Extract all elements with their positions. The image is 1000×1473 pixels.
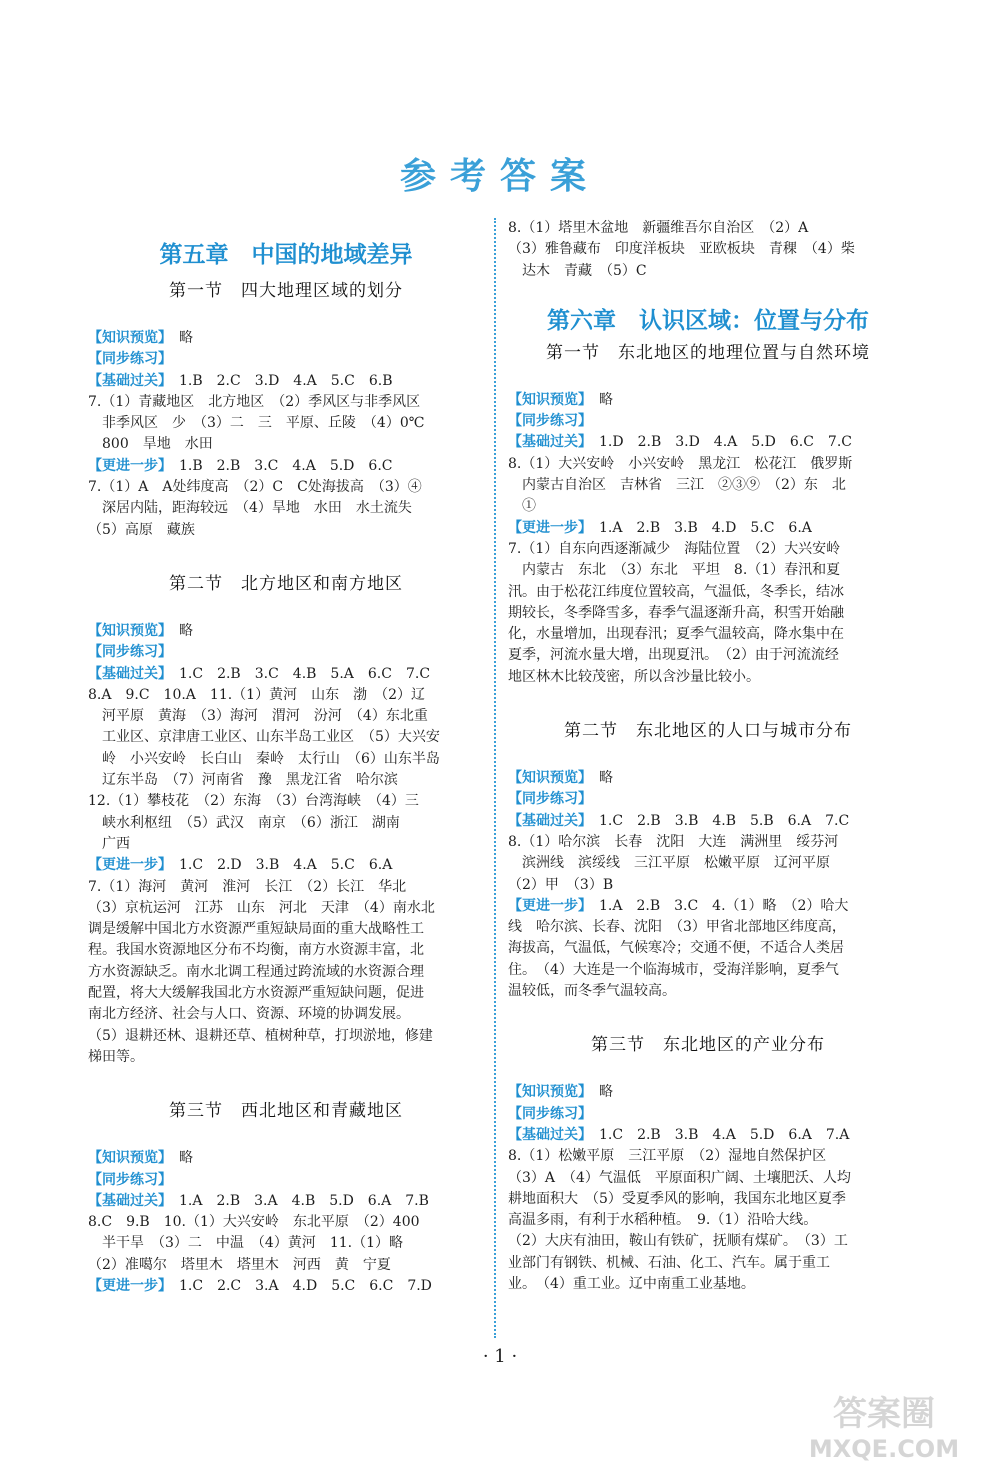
tag-label: 【知识预览】 <box>88 622 165 639</box>
answer-line: 7.（1）自东向西逐渐减少 海陆位置 （2）大兴安岭 <box>508 540 841 557</box>
answer-line: 工业区、京津唐工业区、山东半岛工业区 （5）大兴安 <box>88 729 440 746</box>
answer-line: 峡水利枢纽 （5）武汉 南京 （6）浙江 湖南 <box>88 814 400 831</box>
answer-line <box>508 1104 908 1125</box>
answer-line: 线 哈尔滨、长春、沈阳 （3）甲省北部地区纬度高， <box>508 919 846 936</box>
answer-line <box>508 1125 908 1146</box>
answer-line <box>88 1170 484 1191</box>
page-number: · 1 · <box>482 1346 518 1367</box>
answer-line: 深居内陆，距海较远 （4）旱地 水田 水土流失 <box>88 500 412 517</box>
answer-text: 略 <box>585 1084 613 1101</box>
answer-line: 高温多雨，有利于水稻种植。 9.（1）沿哈大线。 <box>508 1212 818 1229</box>
answer-text: 1.A 2.B 3.A 4.B 5.D 6.A 7.B <box>165 1192 429 1209</box>
answer-line: （3）京杭运河 江苏 山东 河北 天津 （4）南水北 <box>88 899 435 916</box>
left-column <box>88 218 484 1297</box>
answer-line: 地区林木比较茂密，所以含沙量比较小。 <box>508 668 760 685</box>
answer-line: ① <box>508 498 536 515</box>
answer-text: 略 <box>165 330 193 346</box>
answer-text: 1.C 2.C 3.A 4.D 5.C 6.C 7.D <box>165 1277 432 1294</box>
tag-label: 【基础过关】 <box>508 812 585 829</box>
answer-line: 耕地面积大 （5）受夏季风的影响，我国东北地区夏季 <box>508 1190 846 1207</box>
section-title: 第二节 北方地区和南方地区 <box>169 573 403 594</box>
tag-label: 【基础过关】 <box>88 1192 165 1209</box>
answer-line: 8.A 9.C 10.A 11.（1）黄河 山东 渤 （2）辽 <box>88 686 425 703</box>
tag-label: 【同步练习】 <box>508 791 592 808</box>
column-divider <box>494 218 496 1338</box>
answer-line: 8.（1）大兴安岭 小兴安岭 黑龙江 松花江 俄罗斯 <box>508 455 853 472</box>
answer-line: 海拔高，气温低，气候寒冷；交通不便，不适合人类居 <box>508 940 844 957</box>
answer-line: 广西 <box>88 835 130 852</box>
answer-line <box>88 456 484 477</box>
answer-line <box>88 349 484 370</box>
answer-line <box>508 768 908 789</box>
tag-label: 【知识预览】 <box>88 330 165 346</box>
section-title: 第一节 东北地区的地理位置与自然环境 <box>546 342 870 363</box>
watermark-bottom-text: MXQE.COM <box>808 1435 960 1463</box>
answer-text: 1.B 2.C 3.D 4.A 5.C 6.B <box>165 372 393 389</box>
answer-text: 略 <box>585 770 613 787</box>
chapter-6-title: 第六章 认识区域：位置与分布 <box>547 307 869 334</box>
section-title: 第一节 四大地理区域的划分 <box>169 281 403 301</box>
answer-text: 1.D 2.B 3.D 4.A 5.D 6.C 7.C <box>585 434 852 451</box>
answer-text: 1.C 2.D 3.B 4.A 5.C 6.A <box>165 857 393 874</box>
answer-line <box>508 789 908 810</box>
tag-label: 【同步练习】 <box>88 644 172 661</box>
answer-line: 南北方经济、社会与人口、资源、环境的协调发展。 <box>88 1006 410 1023</box>
tag-label: 【同步练习】 <box>88 351 172 368</box>
section-title: 第三节 东北地区的产业分布 <box>591 1035 825 1056</box>
watermark-top-text: 答案圈 <box>833 1394 935 1434</box>
answer-line: 调是缓解中国北方水资源严重短缺局面的重大战略性工 <box>88 921 424 938</box>
tag-label: 【更进一步】 <box>88 1277 165 1294</box>
answer-line <box>88 371 484 392</box>
answer-line: 800 旱地 水田 <box>88 436 213 453</box>
answer-line: 内蒙古自治区 吉林省 三江 ②③⑨ （2）东 北 <box>508 477 846 494</box>
answer-line: 程。我国水资源地区分布不均衡，南方水资源丰富，北 <box>88 942 424 959</box>
answer-text: 1.C 2.B 3.C 4.B 5.A 6.C 7.C <box>165 665 431 682</box>
answer-line: （5）退耕还林、退耕还草、植树种草，打坝淤地，修建 <box>88 1027 433 1044</box>
answer-line: 期较长，冬季降雪多，春季气温逐渐升高，积雪开始融 <box>508 604 844 621</box>
answer-line: （3）雅鲁藏布 印度洋板块 亚欧板块 青稞 （4）柴 <box>508 241 855 258</box>
answer-line: 业部门有钢铁、机械、石油、化工、汽车。属于重工 <box>508 1254 830 1271</box>
tag-label: 【基础过关】 <box>88 372 165 389</box>
tag-label: 【知识预览】 <box>508 770 585 787</box>
answer-text: 1.C 2.B 3.B 4.A 5.D 6.A 7.A <box>585 1126 850 1143</box>
tag-label: 【知识预览】 <box>88 1150 165 1167</box>
answer-line <box>508 811 908 832</box>
answer-line <box>88 1148 484 1169</box>
answer-line: 业。 （4）重工业。辽中南重工业基地。 <box>508 1275 755 1292</box>
answer-line: 达木 青藏 （5）C <box>508 262 647 279</box>
answer-line: （2）大庆有油田，鞍山有铁矿，抚顺有煤矿。 （3）工 <box>508 1233 848 1250</box>
answer-line: 7.（1）A A处纬度高 （2）C C处海拔高 （3）④ <box>88 479 422 496</box>
answer-line <box>88 1276 484 1297</box>
answer-text: 1.A 2.B 3.B 4.D 5.C 6.A <box>585 519 812 536</box>
answer-line: 内蒙古 东北 （3）东北 平坦 8.（1）春汛和夏 <box>508 562 841 579</box>
answer-line <box>88 855 484 876</box>
answer-line <box>508 390 908 411</box>
answer-text: 略 <box>165 622 193 639</box>
answer-line: 半干旱 （3）二 中温 （4）黄河 11.（1）略 <box>88 1235 403 1252</box>
tag-label: 【基础过关】 <box>88 665 165 682</box>
answer-line: 8.（1）塔里木盆地 新疆维吾尔自治区 （2）A <box>508 220 809 236</box>
answer-line: 住。 （4）大连是一个临海城市，受海洋影响，夏季气 <box>508 961 839 978</box>
answer-line: 8.C 9.B 10.（1）大兴安岭 东北平原 （2）400 <box>88 1214 420 1231</box>
answer-line <box>508 518 908 539</box>
answer-line: 温较低，而冬季气温较高。 <box>508 983 676 1000</box>
tag-label: 【基础过关】 <box>508 1126 585 1143</box>
answer-line: 8.（1）松嫩平原 三江平原 （2）湿地自然保护区 <box>508 1148 827 1165</box>
answer-line: 配置，将大大缓解我国北方水资源严重短缺问题，促进 <box>88 985 424 1002</box>
answer-line <box>508 1082 908 1103</box>
answer-line: 化，水量增加，出现春汛；夏季气温较高，降水集中在 <box>508 626 844 643</box>
answer-line <box>508 411 908 432</box>
answer-line <box>508 432 908 453</box>
answer-text: 1.A 2.B 3.C 4.（1）略 （2）哈大 <box>585 897 849 914</box>
section-title: 第三节 西北地区和青藏地区 <box>169 1101 403 1122</box>
tag-label: 【同步练习】 <box>508 1105 592 1122</box>
tag-label: 【知识预览】 <box>508 1084 585 1101</box>
answer-line: 7.（1）海河 黄河 淮河 长江 （2）长江 华北 <box>88 878 407 895</box>
answer-line: 8.（1）哈尔滨 长春 沈阳 大连 满洲里 绥芬河 <box>508 833 839 850</box>
answer-line: 7.（1）青藏地区 北方地区 （2）季风区与非季风区 <box>88 393 421 410</box>
answer-line: 岭 小兴安岭 长白山 秦岭 太行山 （6）山东半岛 <box>88 750 440 767</box>
answer-line <box>88 328 484 349</box>
tag-label: 【更进一步】 <box>508 897 585 914</box>
page-title: 参考答案 <box>399 156 600 197</box>
answer-text: 略 <box>165 1150 193 1167</box>
answer-line: 12.（1）攀枝花 （2）东海 （3）台湾海峡 （4）三 <box>88 793 419 810</box>
answer-line: （2）甲 （3）B <box>508 876 614 893</box>
answer-text: 1.C 2.B 3.B 4.B 5.B 6.A 7.C <box>585 812 850 829</box>
answer-line <box>508 896 908 917</box>
answer-line <box>88 664 484 685</box>
tag-label: 【基础过关】 <box>508 434 585 451</box>
answer-text: 略 <box>585 391 613 408</box>
answer-line: （5）高原 藏族 <box>88 521 195 538</box>
answer-line: 汛。由于松花江纬度位置较高，气温低，冬季长，结冰 <box>508 583 844 600</box>
tag-label: 【更进一步】 <box>88 457 165 474</box>
section-title: 第二节 东北地区的人口与城市分布 <box>564 721 852 742</box>
answer-line <box>88 621 484 642</box>
tag-label: 【更进一步】 <box>88 857 165 874</box>
answer-line: （3）A （4）气温低 平原面积广阔、土壤肥沃、人均 <box>508 1169 851 1186</box>
answer-line <box>88 642 484 663</box>
tag-label: 【更进一步】 <box>508 519 585 536</box>
answer-line <box>88 1191 484 1212</box>
answer-line: 辽东半岛 （7）河南省 豫 黑龙江省 哈尔滨 <box>88 772 398 789</box>
answer-line: 梯田等。 <box>88 1048 144 1065</box>
answer-line: 河平原 黄海 （3）海河 渭河 汾河 （4）东北重 <box>88 708 428 725</box>
answer-line: （2）准噶尔 塔里木 塔里木 河西 黄 宁夏 <box>88 1256 391 1273</box>
chapter-5-title: 第五章 中国的地域差异 <box>159 242 413 268</box>
right-column <box>508 218 908 1295</box>
tag-label: 【知识预览】 <box>508 391 585 408</box>
answer-line: 非季风区 少 （3）二 三 平原、丘陵 （4）0℃ <box>88 415 425 432</box>
tag-label: 【同步练习】 <box>508 413 592 430</box>
tag-label: 【同步练习】 <box>88 1171 172 1188</box>
answer-text: 1.B 2.B 3.C 4.A 5.D 6.C <box>165 457 393 474</box>
answer-line: 滨洲线 滨绥线 三江平原 松嫩平原 辽河平原 <box>508 855 830 872</box>
answer-line: 夏季，河流水量大增，出现夏汛。 （2）由于河流流经 <box>508 647 839 664</box>
answer-line: 方水资源缺乏。南水北调工程通过跨流域的水资源合理 <box>88 963 424 980</box>
watermark-logo <box>784 1385 984 1465</box>
